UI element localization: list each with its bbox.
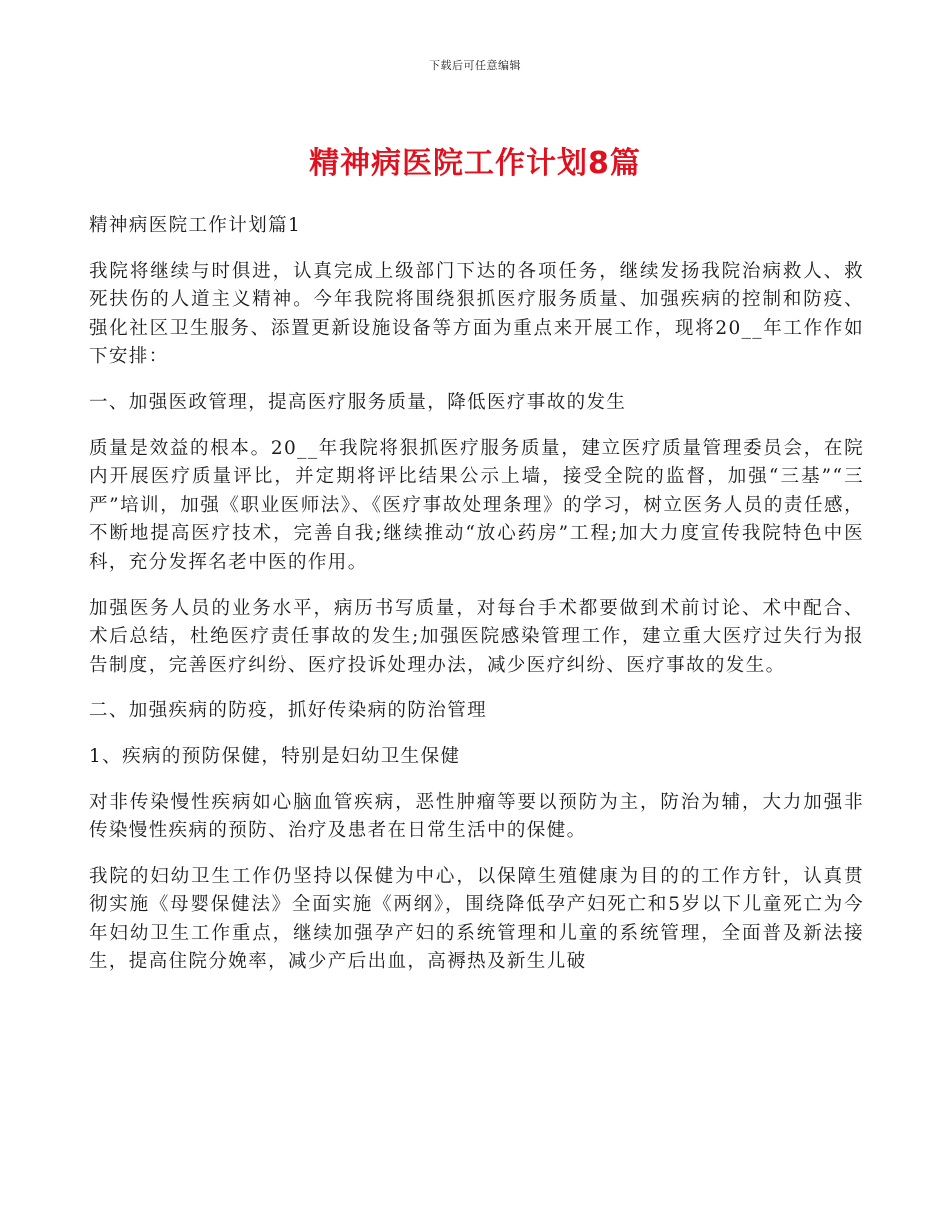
body-paragraph: 我院将继续与时俱进，认真完成上级部门下达的各项任务，继续发扬我院治病救人、救死扶伤的人道主义精神。今年我院将围绕狠抓医疗服务质量、加强疾病的控制和防疫、强化社区卫生服务、添置更新设施设备等方面为重点来开展工作，现将20__年工作作如下安排： (89, 260, 864, 368)
document-body (89, 212, 864, 994)
body-paragraph: 加强医务人员的业务水平，病历书写质量，对每台手术都要做到术前讨论、术中配合、术后总结，杜绝医疗责任事故的发生;加强医院感染管理工作，建立重大医疗过失行为报告制度，完善医疗纠纷、医疗投诉处理办法，减少医疗纠纷、医疗事故的发生。 (89, 597, 864, 676)
document-title: 精神病医院工作计划8篇 (309, 146, 641, 181)
section-heading: 精神病医院工作计划篇1 (89, 215, 302, 236)
subsection-heading: 1、疾病的预防保健，特别是妇幼卫生保健 (89, 745, 461, 767)
section-heading: 一、加强医政管理，提高医疗服务质量，降低医疗事故的发生 (89, 391, 627, 413)
body-paragraph: 对非传染慢性疾病如心脑血管疾病，恶性肿瘤等要以预防为主，防治为辅，大力加强非传染慢性疾病的预防、治疗及患者在日常生活中的保健。 (89, 791, 864, 842)
body-paragraph: 我院的妇幼卫生工作仍坚持以保健为中心，以保障生殖健康为目的的工作方针，认真贯彻实施《母婴保健法》全面实施《两纲》，围绕降低孕产妇死亡和5岁以下儿童死亡为今年妇幼卫生工作重点，继续加强孕产妇的系统管理和儿童的系统管理，全面普及新法接生，提高住院分娩率，减少产后出血，高褥热及新生儿破 (89, 865, 864, 973)
section-heading: 二、加强疾病的防疫，抓好传染病的防治管理 (89, 700, 488, 722)
body-paragraph: 质量是效益的根本。20__年我院将狠抓医疗服务质量，建立医疗质量管理委员会，在院内开展医疗质量评比，并定期将评比结果公示上墙，接受全院的监督，加强“三基”“三严”培训，加强《职业医师法》、《医疗事故处理条理》的学习，树立医务人员的责任感，不断地提高医疗技术，完善自我;继续推动“放心药房”工程;加大力度宣传我院特色中医科，充分发挥名老中医的作用。 (89, 437, 864, 573)
header-note: 下载后可任意编辑 (429, 59, 521, 72)
